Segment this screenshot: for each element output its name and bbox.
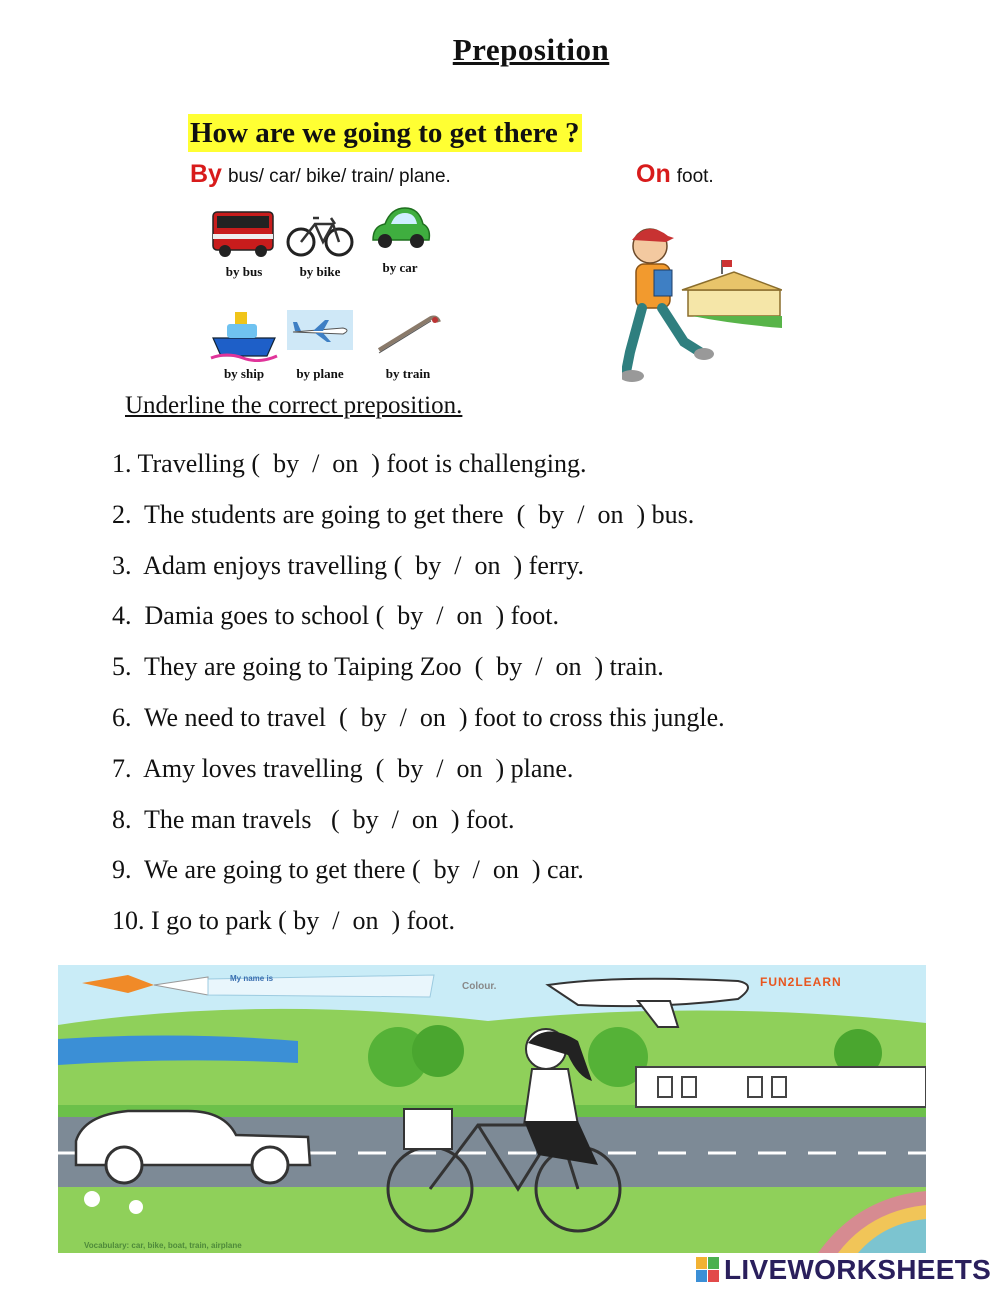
car-icon: [365, 200, 435, 256]
bicycle-icon: [285, 204, 355, 260]
vehicle-illustrations: [200, 196, 470, 386]
walking-boy-illustration: [622, 212, 782, 387]
train-icon: [373, 306, 443, 362]
vehicle-train: [368, 306, 448, 382]
ship-icon: [209, 306, 279, 362]
exercise-item[interactable]: 1. Travelling ( by / on ) foot is challenging.: [112, 449, 587, 478]
by-options: bus/ car/ bike/ train/ plane.: [227, 166, 451, 187]
caption-plane: by plane: [296, 366, 344, 381]
exercise-item[interactable]: 4. Damia goes to school ( by / on ) foot.: [112, 601, 559, 631]
scene-vocabulary: Vocabulary: car, bike, boat, train, airplane: [84, 1241, 242, 1250]
bus-icon: [209, 204, 279, 260]
on-options: foot.: [676, 166, 714, 187]
on-keyword: On: [636, 160, 671, 188]
vehicle-ship: [204, 306, 284, 382]
exercise-item[interactable]: 6. We need to travel ( by / on ) foot to cross this jungle.: [112, 702, 725, 732]
caption-car: by car: [382, 260, 418, 275]
question-heading: How are we going to get there ?: [188, 114, 582, 152]
vehicle-plane: [280, 306, 360, 382]
page-title: Preposition: [452, 32, 610, 67]
scene-colour-label: Colour.: [462, 981, 497, 992]
exercise-item[interactable]: 2. The students are going to get there ( by / on ) bus.: [112, 499, 695, 529]
exercise-item[interactable]: 7. Amy loves travelling ( by / on ) plane.: [112, 753, 574, 783]
exercise-item[interactable]: 3. Adam enjoys travelling ( by / on ) ferry.: [112, 550, 584, 580]
exercise-item[interactable]: 9. We are going to get there ( by / on ) car.: [112, 855, 584, 885]
exercise-item[interactable]: 8. The man travels ( by / on ) foot.: [112, 804, 515, 834]
plane-icon: [285, 306, 355, 362]
caption-bike: by bike: [299, 264, 341, 279]
instruction: Underline the correct preposition.: [125, 392, 463, 419]
exercise-item[interactable]: 10. I go to park ( by / on ) foot.: [112, 906, 456, 936]
on-line: [636, 160, 714, 189]
by-keyword: By: [190, 160, 222, 188]
exercise-list: [112, 440, 725, 948]
liveworksheets-logo[interactable]: [696, 1254, 991, 1286]
liveworksheets-wordmark: LIVEWORKSHEETS: [724, 1254, 992, 1285]
vehicle-bus: [204, 204, 284, 280]
caption-bus: by bus: [225, 264, 263, 279]
scene-name-label: My name is: [230, 974, 274, 983]
vehicle-car: [360, 200, 440, 276]
exercise-item[interactable]: 5. They are going to Taiping Zoo ( by / on ) train.: [112, 652, 664, 682]
scene-brand: FUN2LEARN: [760, 975, 842, 989]
caption-train: by train: [385, 366, 431, 381]
liveworksheets-icon: [696, 1257, 720, 1283]
vehicle-bike: [280, 204, 360, 280]
caption-ship: by ship: [223, 366, 265, 381]
by-line: [190, 160, 451, 189]
transport-scene-illustration: [58, 965, 926, 1253]
coloring-scene: [58, 965, 926, 1253]
